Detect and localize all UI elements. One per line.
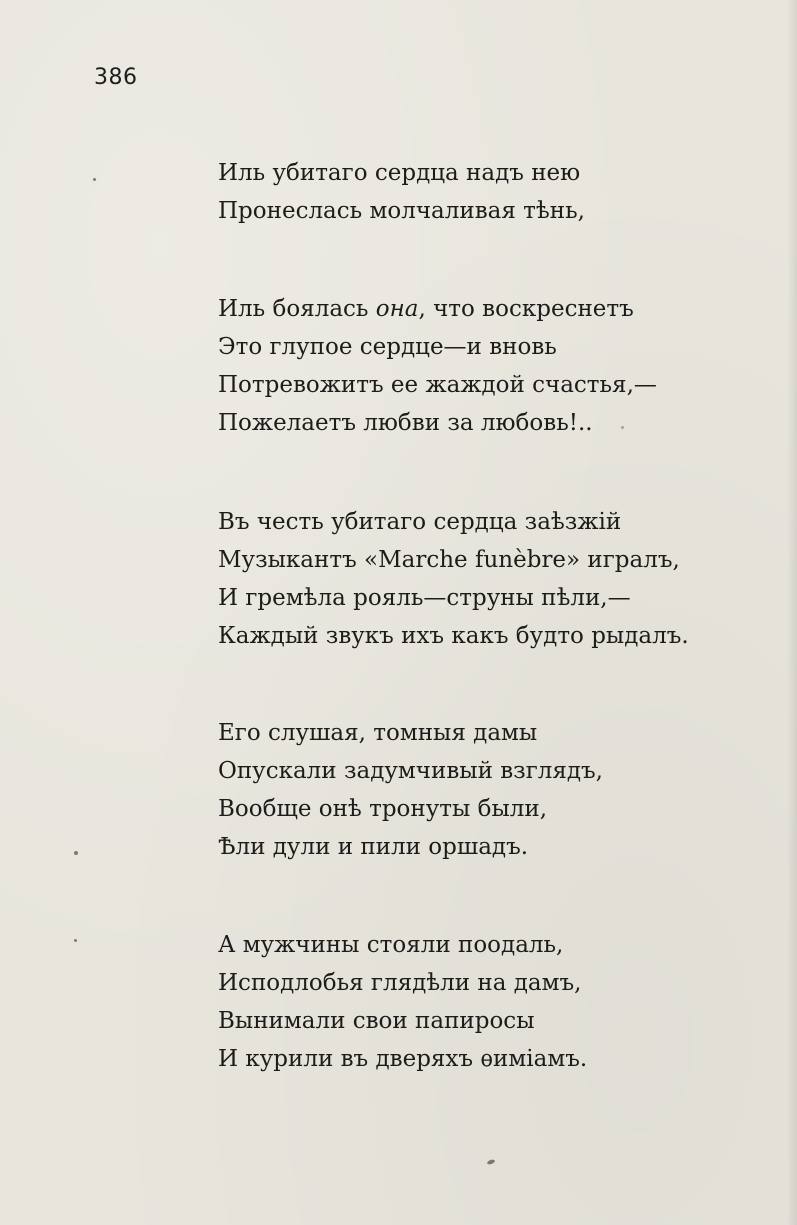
- poem-line: Музыкантъ «Marche funèbre» игралъ,: [218, 547, 680, 573]
- poem-line: И курили въ дверяхъ ѳиміамъ.: [218, 1046, 588, 1072]
- poem-line: А мужчины стояли поодаль,: [218, 932, 564, 958]
- poem-line: Исподлобья глядѣли на дамъ,: [218, 970, 582, 996]
- poem-line: Потревожитъ ее жаждой счастья,—: [218, 372, 657, 398]
- poem-line: Ѣли дули и пили оршадъ.: [218, 834, 529, 860]
- poem-line-with-emphasis: [218, 290, 688, 328]
- poem-line: Вообще онѣ тронуты были,: [218, 796, 548, 822]
- stanza-5: [218, 926, 688, 1078]
- poem-line: Вынимали свои папиросы: [218, 1008, 535, 1034]
- page-edge-shadow: [787, 0, 797, 1225]
- poem-line: Это глупое сердце—и вновь: [218, 334, 557, 360]
- ink-speck: [93, 178, 96, 181]
- poem-line: Иль убитаго сердца надъ нею: [218, 160, 581, 186]
- poem-line: Его слушая, томныя дамы: [218, 720, 538, 746]
- poem-line: Опускали задумчивый взглядъ,: [218, 758, 603, 784]
- emphasized-word: она: [375, 296, 419, 322]
- poem-line: Пожелаетъ любви за любовь!..: [218, 410, 593, 436]
- poem-line: И гремѣла рояль—струны пѣли,—: [218, 585, 631, 611]
- ink-speck: [74, 939, 77, 942]
- stanza-3: [218, 503, 688, 655]
- line-text-after: , что воскреснетъ: [418, 296, 634, 322]
- poem-line: Каждый звукъ ихъ какъ будто рыдалъ.: [218, 623, 689, 649]
- line-text-before: Иль боялась: [218, 296, 376, 322]
- poem-line: Пронеслась молчаливая тѣнь,: [218, 198, 585, 224]
- ink-speck: [621, 426, 624, 429]
- ink-speck: [74, 851, 78, 855]
- stanza-1: [218, 154, 688, 230]
- stanza-4: [218, 714, 688, 866]
- poem-line: Въ честь убитаго сердца заѣзжій: [218, 509, 622, 535]
- ink-speck: [487, 1159, 496, 1165]
- stanza-2: [218, 290, 688, 442]
- page-number: 386: [94, 65, 138, 90]
